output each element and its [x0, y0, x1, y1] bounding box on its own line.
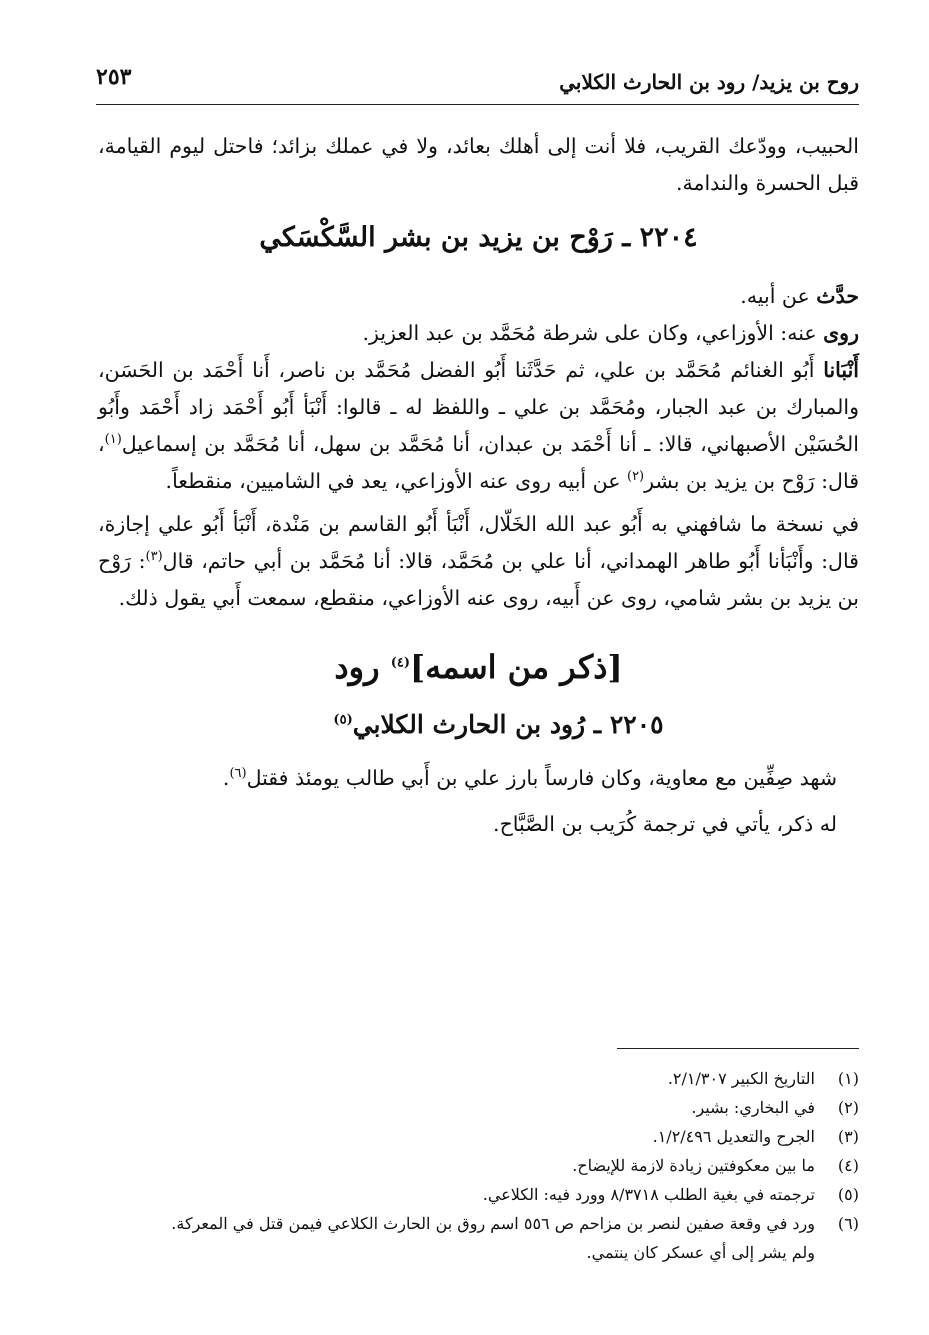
- header-rule: [96, 104, 859, 105]
- footnote-number: (٣): [837, 1127, 859, 1146]
- isnad-2-b: : رَوْح بن يزيد بن بشر شامي، روى عن أَبيه، روى عنه الأوزاعي، منقطع، سمعت أَبي يقول ذلك.: [98, 549, 859, 610]
- entry-2205-heading: [98, 705, 859, 745]
- entry-2205-p1-a: شهد صِفِّين مع معاوية، وكان فارساً بارز علي بن أَبي طالب يومئذ فقتل: [246, 766, 837, 790]
- rawa-text: عنه: الأوزاعي، وكان على شرطة مُحَمَّد بن عبد العزيز.: [362, 321, 824, 345]
- footnote-number: (٦): [837, 1214, 859, 1233]
- footnote-ref-6[interactable]: (٦): [229, 766, 247, 782]
- isnad-1-a: أَبُو الغنائم مُحَمَّد بن علي، ثم حَدَّثَنا أَبُو الفضل مُحَمَّد بن ناصر، أَنا أَحْمَد بن الحَسَن، والمبارك بن عبد الجبار، ومُحَمَّد بن علي ـ واللفظ له ـ قالوا: أَنْبَأ أَبُو أَحْمَد زاد أَحْمَد وأَبُو الحُسَيْن الأصبهاني، قالا: ـ أنا أَحْمَد بن عبدان، أنا مُحَمَّد بن سهل، أنا مُحَمَّد بن إسماعيل: [98, 358, 859, 456]
- footnote-ref-3[interactable]: (٣): [145, 549, 163, 565]
- footnote-3: [96, 1122, 859, 1151]
- haddath-label: حدَّث: [816, 284, 859, 308]
- footnote-ref-2[interactable]: (٢): [626, 469, 645, 485]
- footnote-ref-1[interactable]: (١): [104, 432, 122, 448]
- rawa-label: روى: [823, 321, 859, 345]
- haddath-line: [98, 278, 859, 315]
- footnote-number: (٤): [837, 1156, 859, 1175]
- entry-2205-paragraph-1: [98, 759, 859, 797]
- entry-2205-p1-b: .: [222, 766, 230, 790]
- footnote-ref-4[interactable]: (٤): [390, 655, 411, 671]
- section-heading-b: رود: [334, 648, 391, 686]
- footnote-text: ما بين معكوفتين زيادة لازمة للإيضاح.: [572, 1156, 815, 1175]
- running-title: روح بن يزيد/ رود بن الحارث الكلابي: [559, 70, 859, 94]
- footnote-6-continuation: ولم يشر إلى أي عسكر كان ينتمي.: [586, 1243, 815, 1262]
- haddath-text: عن أبيه.: [740, 284, 817, 308]
- intro-paragraph: الحبيب، وودّعك القريب، فلا أنت إلى أهلك بعائد، ولا في عملك بزائد؛ فاحتل ليوم القيامة، قبل الحسرة والندامة.: [98, 134, 859, 195]
- section-heading: [98, 643, 859, 691]
- footnote-number: (١): [837, 1069, 859, 1088]
- footnote-text: التاريخ الكبير ٢/١/٣٠٧.: [667, 1069, 815, 1088]
- main-text: [98, 128, 859, 851]
- section-heading-a: [ذكر من اسمه]: [410, 648, 623, 686]
- entry-2204-heading: ٢٢٠٤ ـ رَوْح بن يزيد بن بشر السَّكْسَكي: [259, 222, 698, 253]
- footnotes: [96, 1064, 859, 1267]
- footnote-number: (٥): [837, 1185, 859, 1204]
- isnad-1-c: عن أبيه روى عنه الأوزاعي، يعد في الشاميين، منقطعاً.: [165, 469, 627, 493]
- page-header: [96, 62, 859, 102]
- footnote-ref-5[interactable]: (٥): [333, 712, 353, 728]
- footnote-text: الجرح والتعديل ١/٢/٤٩٦.: [652, 1127, 815, 1146]
- entry-2205-paragraph-2: له ذكر، يأتي في ترجمة كُرَيب بن الصَّبَّاح.: [493, 812, 837, 836]
- footnote-6: [96, 1209, 859, 1238]
- isnad-1-b: ، قال: رَوْح بن يزيد بن بشر: [98, 432, 859, 493]
- footnote-4: [96, 1151, 859, 1180]
- footnote-2: [96, 1093, 859, 1122]
- isnad-paragraph-2: [98, 506, 859, 617]
- footnote-1: [96, 1064, 859, 1093]
- footnote-text: ورد في وقعة صفين لنصر بن مزاحم ص ٥٥٦ اسم روق بن الحارث الكلاعي فيمن قتل في المعركة.: [171, 1214, 815, 1233]
- isnad-2-a: في نسخة ما شافهني به أَبُو عبد الله الخَلّال، أَنْبَأ أَبُو القاسم بن مَنْدة، أَنْبَأ أَبُو علي إجازة، قال: وأَنْبَأنا أَبُو طاهر الهمداني، أنا علي بن مُحَمَّد، قالا: أنا مُحَمَّد بن أبي حاتم، قال: [98, 512, 859, 573]
- entry-2205-title: ٢٢٠٥ ـ رُود بن الحارث الكلابي: [352, 710, 664, 739]
- footnote-text: في البخاري: بشير.: [691, 1098, 815, 1117]
- rawa-line: [98, 315, 859, 352]
- footnote-5: [96, 1180, 859, 1209]
- isnad-paragraph-1: [98, 352, 859, 500]
- page-number: ٢٥٣: [96, 64, 132, 90]
- footnote-rule: [617, 1048, 859, 1049]
- anbana-label: أَنْبَانا: [823, 358, 859, 382]
- footnote-number: (٢): [837, 1098, 859, 1117]
- footnote-text: ترجمته في بغية الطلب ٨/٣٧١٨ وورد فيه: الكلاعي.: [482, 1185, 815, 1204]
